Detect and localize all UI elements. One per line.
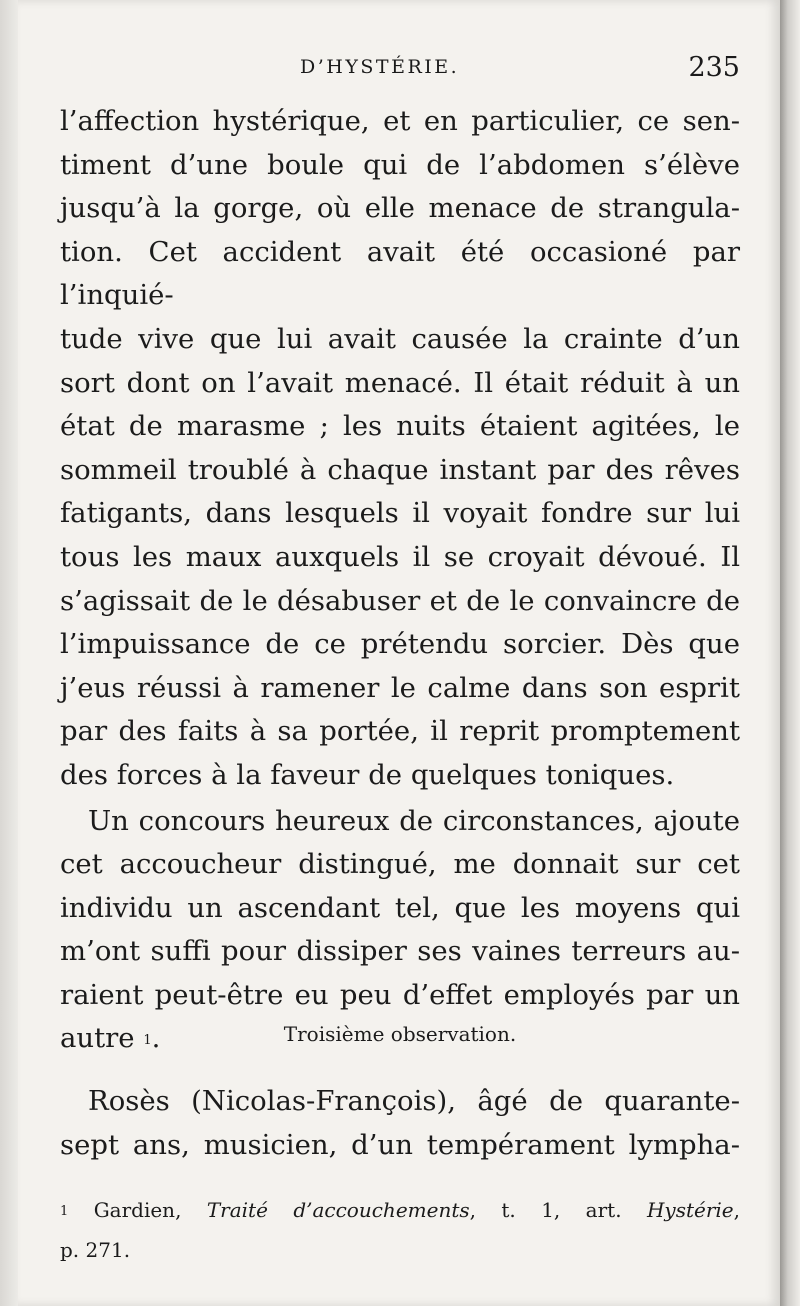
text-line: sort dont on l’avait menacé. Il était réduit à un <box>60 366 740 399</box>
page-number: 235 <box>688 52 740 83</box>
paragraph-3 <box>60 1080 740 1167</box>
text-fragment: . <box>151 1022 161 1055</box>
text-line: tous les maux auxquels il se croyait dévoué. Il <box>60 540 740 573</box>
footnote-title: Traité d’accouchements <box>206 1198 470 1222</box>
section-subtitle: Troisième observation. <box>283 1022 517 1046</box>
text-line: fatigants, dans lesquels il voyait fondre sur lui <box>60 497 740 530</box>
footnote-reference-marker[interactable]: 1 <box>143 1033 152 1049</box>
text-line: raient peut-être eu peu d’effet employés par un <box>60 978 740 1011</box>
footnote-line <box>60 1190 740 1230</box>
footnote <box>60 1190 740 1270</box>
text-line: m’ont suffi pour dissiper ses vaines terreurs au- <box>60 935 740 968</box>
running-header <box>60 52 740 88</box>
text-line: tude vive que lui avait causée la crainte d’un <box>60 322 740 355</box>
paragraph-1 <box>60 100 740 798</box>
main-text <box>60 100 740 1061</box>
footnote-author: Gardien, <box>93 1198 182 1222</box>
text-fragment: autre <box>60 1022 135 1055</box>
text-line: individu un ascendant tel, que les moyens qui <box>60 891 740 924</box>
text-line: Rosès (Nicolas-François), âgé de quarante- <box>88 1085 740 1117</box>
footnote-article: Hystérie <box>646 1198 734 1222</box>
text-line: des forces à la faveur de quelques toniques. <box>60 758 675 791</box>
text-line: état de marasme ; les nuits étaient agitées, le <box>60 410 740 443</box>
text-line: cet accoucheur distingué, me donnait sur cet <box>60 848 740 881</box>
running-title: D’HYSTÉRIE. <box>300 56 460 78</box>
page-right-edge-shadow <box>780 0 800 1306</box>
text-line: Un concours heureux de circonstances, ajoute <box>88 804 740 837</box>
text-line: sept ans, musicien, d’un tempérament lympha- <box>60 1128 740 1161</box>
text-line: s’agissait de le désabuser et de le convaincre de <box>60 584 740 617</box>
text-line: par des faits à sa portée, il reprit promptement <box>60 715 740 748</box>
text-line: tion. Cet accident avait été occasioné par l’inquié- <box>60 235 740 312</box>
text-line: j’eus réussi à ramener le calme dans son esprit <box>60 671 740 704</box>
footnote-comma: , <box>733 1198 740 1222</box>
page-left-margin <box>0 0 18 1306</box>
footnote-marker: 1 <box>60 1204 69 1219</box>
text-line: l’impuissance de ce prétendu sorcier. Dès que <box>60 628 740 661</box>
footnote-ref: , t. 1, art. <box>469 1198 622 1222</box>
text-line: sommeil troublé à chaque instant par des rêves <box>60 453 740 486</box>
text-line: timent d’une boule qui de l’abdomen s’élève <box>60 148 740 181</box>
footnote-page: p. 271. <box>60 1238 131 1262</box>
text-line: l’affection hystérique, et en particulier, ce sen- <box>60 105 740 137</box>
text-line: jusqu’à la gorge, où elle menace de strangula- <box>60 192 740 225</box>
